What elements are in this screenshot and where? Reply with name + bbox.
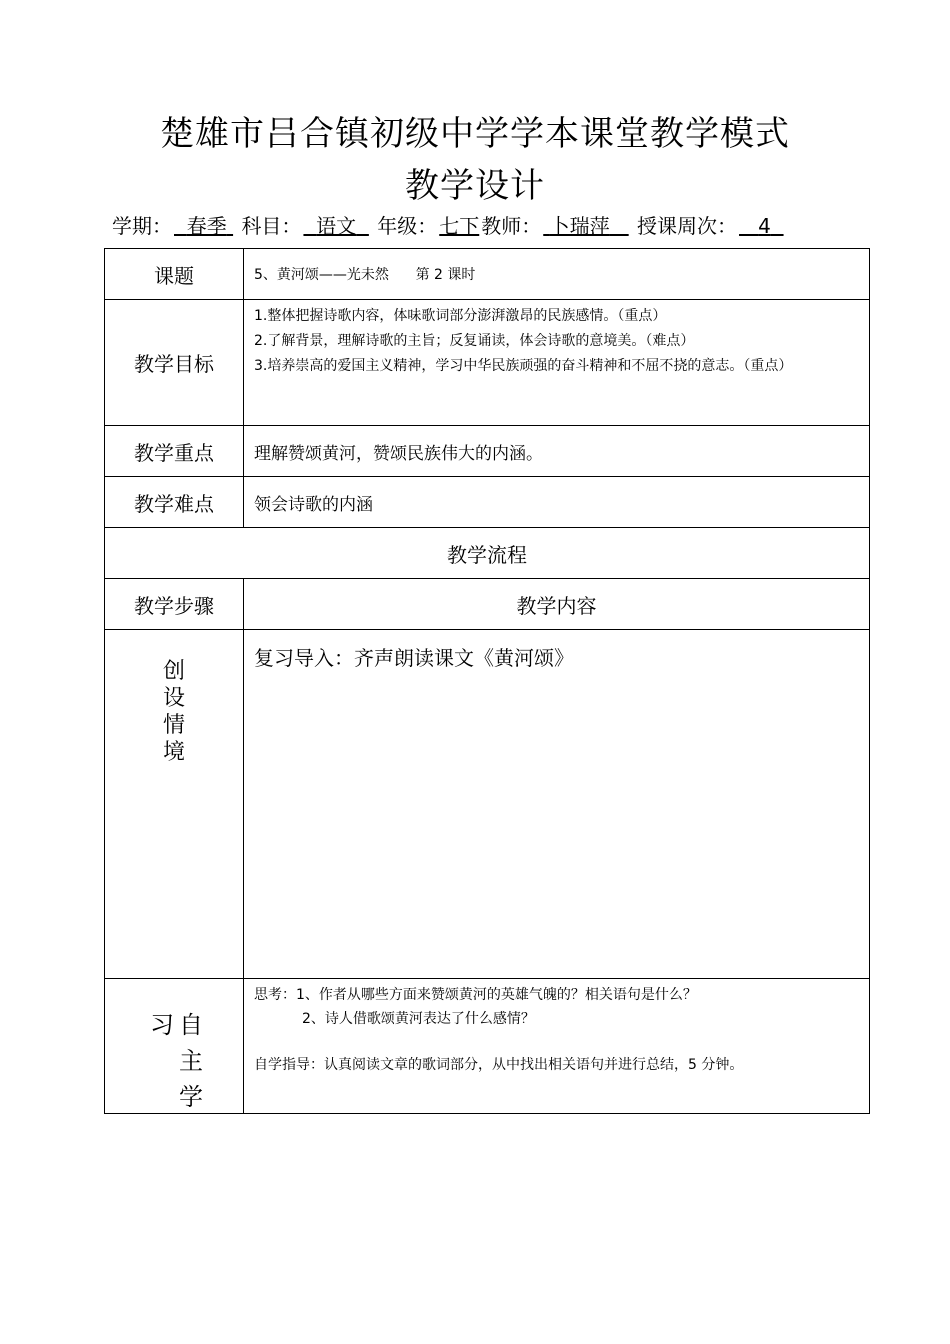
difficult-value: 领会诗歌的内涵 [244,477,870,528]
step1-char: 创 [162,659,185,684]
step2-char: 习 [150,1011,174,1039]
step2-char: 学 [179,1083,203,1111]
key-row [105,426,870,477]
step1-char: 情 [162,713,185,738]
step2-char: 主 [179,1047,203,1075]
self-study-guide: 自学指导：认真阅读文章的歌词部分，从中找出相关语句并进行总结，5 分钟。 [254,1057,744,1073]
content-header: 教学内容 [244,579,870,630]
grade-value: 七下 [439,214,480,238]
goal-item: 1.整体把握诗歌内容，体味歌词部分澎湃激昂的民族感情。（重点） [254,308,667,324]
step1-label [105,630,244,979]
header-row [105,579,870,630]
think-question-2: 2、诗人借歌颂黄河表达了什么感情？ [302,1011,535,1027]
lesson-plan-table [104,248,870,1114]
key-label: 教学重点 [105,426,244,477]
subject-value: 语文 [316,214,357,238]
goals-label: 教学目标 [105,300,244,426]
week-value: 4 [758,214,771,238]
difficult-label: 教学难点 [105,477,244,528]
key-value: 理解赞颂黄河，赞颂民族伟大的内涵。 [244,426,870,477]
step-row-2 [105,979,870,1114]
flow-row [105,528,870,579]
subject-label: 科目： [241,214,302,238]
topic-value: 5、黄河颂——光未然 第 2 课时 [244,249,870,300]
term-label: 学期： [112,214,172,238]
step2-char: 自 [179,1011,203,1039]
teacher-label: 教师： [481,214,542,238]
step1-char: 境 [162,740,185,765]
teacher-value: 卜瑞萍 [549,214,610,238]
goals-content [244,300,870,426]
flow-title: 教学流程 [105,528,870,579]
steps-header: 教学步骤 [105,579,244,630]
meta-line [112,210,786,239]
step-row-1 [105,630,870,979]
goals-row [105,300,870,426]
grade-label: 年级： [377,214,438,238]
think-question-1: 思考：1、作者从哪些方面来赞颂黄河的英雄气魄的？相关语句是什么？ [254,987,697,1003]
document-title: 楚雄市吕合镇初级中学学本课堂教学模式 [160,114,790,154]
term-value: 春季 [186,214,227,238]
difficult-row [105,477,870,528]
topic-label: 课题 [105,249,244,300]
topic-row [105,249,870,300]
goal-item: 3.培养崇高的爱国主义精神，学习中华民族顽强的奋斗精神和不屈不挠的意志。（重点） [254,358,793,374]
week-label: 授课周次： [637,214,738,238]
step2-content [244,979,870,1114]
step1-char: 设 [162,686,185,711]
document-subtitle: 教学设计 [405,166,545,206]
step1-content: 复习导入：齐声朗读课文《黄河颂》 [244,630,870,979]
goal-item: 2.了解背景，理解诗歌的主旨；反复诵读，体会诗歌的意境美。（难点） [254,333,695,349]
step2-label [105,979,244,1114]
